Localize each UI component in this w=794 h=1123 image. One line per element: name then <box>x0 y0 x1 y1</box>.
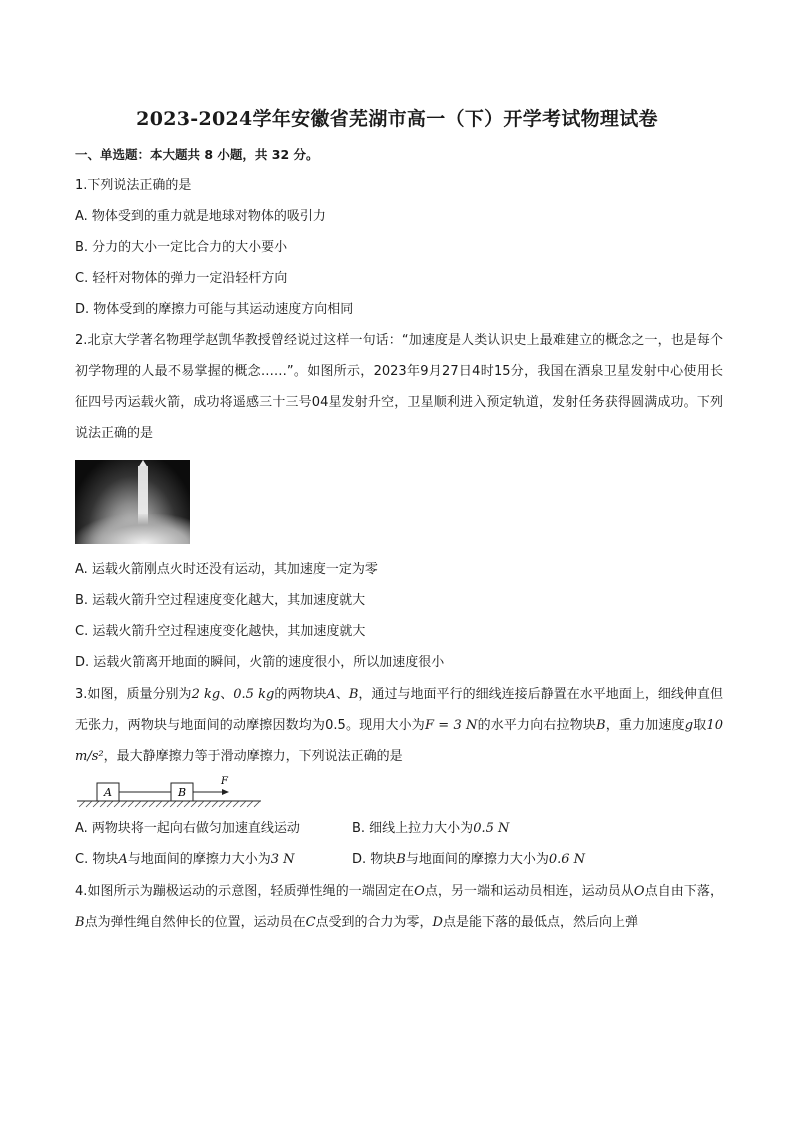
two-blocks-diagram <box>73 775 268 809</box>
question-2-option-a: A. 运载火箭刚点火时还没有运动，其加速度一定为零 <box>75 562 378 577</box>
question-2-option-b: B. 运载火箭升空过程速度变化越大，其加速度就大 <box>75 593 366 608</box>
question-2-option-d: D. 运载火箭离开地面的瞬间，火箭的速度很小，所以加速度很小 <box>75 655 445 670</box>
question-1-option-d: D. 物体受到的摩擦力可能与其运动速度方向相同 <box>75 302 354 317</box>
question-4-stem: 4.如图所示为蹦极运动的示意图，轻质弹性绳的一端固定在O点，另一端和运动员相连，运动员从O点自由下落，B点为弹性绳自然伸长的位置，运动员在C点受到的合力为零，D点是能下落的最低点，然后向上弹 <box>75 884 723 930</box>
page-title: 2023-2024学年安徽省芜湖市高一（下）开学考试物理试卷 <box>136 108 658 130</box>
question-1-option-b: B. 分力的大小一定比合力的大小要小 <box>75 240 288 255</box>
question-3-option-b: B. 细线上拉力大小为0.5 N <box>352 821 510 836</box>
question-3-option-a: A. 两物块将一起向右做匀加速直线运动 <box>75 821 300 836</box>
question-2-stem: 2.北京大学著名物理学赵凯华教授曾经说过这样一句话：“加速度是人类认识史上最难建立的概念之一，也是每个初学物理的人最不易掌握的概念……”。如图所示，2023年9月27日4时15分，我国在酒泉卫星发射中心使用长征四号丙运载火箭，成功将遥感三十三号04星发射升空，卫星顺利进入预定轨道，发射任务获得圆满成功。下列说法正确的是 <box>75 333 723 441</box>
block-b-label: B <box>177 786 187 799</box>
section-heading: 一、单选题：本大题共 8 小题，共 32 分。 <box>75 147 319 162</box>
force-label: F <box>221 776 228 787</box>
block-a-label: A <box>104 786 112 799</box>
question-2-option-c: C. 运载火箭升空过程速度变化越快，其加速度就大 <box>75 624 366 639</box>
question-1-stem: 1.下列说法正确的是 <box>75 178 192 193</box>
question-1-option-c: C. 轻杆对物体的弹力一定沿轻杆方向 <box>75 271 288 286</box>
rocket-launch-photo <box>75 460 190 544</box>
question-3-option-d: D. 物块B与地面间的摩擦力大小为0.6 N <box>352 852 586 867</box>
question-3-stem: 3.如图，质量分别为2 kg、0.5 kg的两物块A、B，通过与地面平行的细线连接后静置在水平地面上，细线伸直但无张力，两物块与地面间的动摩擦因数均为0.5。现用大小为F = 3 N的水平力向右拉物块B，重力加速度g取10 m/s²，最大静摩擦力等于滑动摩擦力，下列说法正确的是 <box>75 687 723 764</box>
question-1-option-a: A. 物体受到的重力就是地球对物体的吸引力 <box>75 209 326 224</box>
question-3-option-c: C. 物块A与地面间的摩擦力大小为3 N <box>75 852 295 867</box>
